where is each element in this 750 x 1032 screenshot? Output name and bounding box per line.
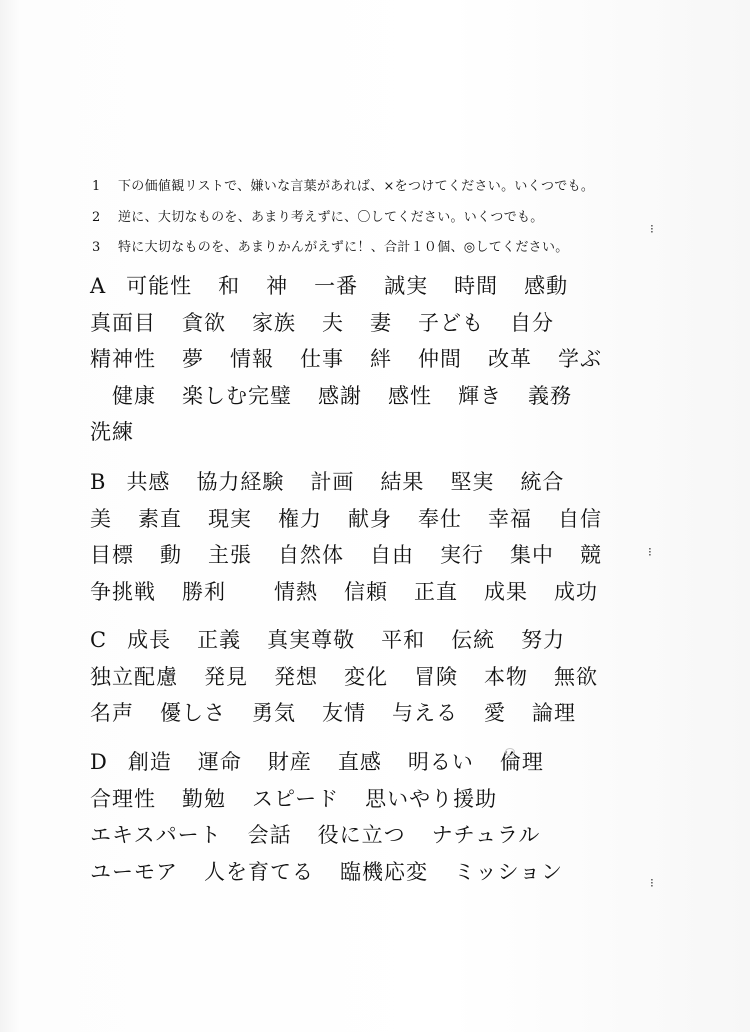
group-d bbox=[90, 744, 690, 890]
value-word: 会話 bbox=[247, 823, 292, 847]
value-word: 真面目 bbox=[90, 310, 156, 335]
value-word: 論理 bbox=[532, 701, 576, 725]
value-word: 変化 bbox=[344, 664, 388, 689]
value-word: 争挑戦 bbox=[90, 579, 156, 604]
value-word: 明るい bbox=[407, 750, 474, 774]
value-word: ユーモア bbox=[90, 859, 178, 884]
value-word: 正義 bbox=[197, 628, 242, 652]
value-word: 現実 bbox=[208, 506, 252, 531]
value-word: 貪欲 bbox=[182, 310, 226, 335]
value-word: 競 bbox=[580, 543, 602, 567]
value-line bbox=[90, 414, 690, 451]
value-word: 役に立つ bbox=[317, 823, 406, 847]
value-word: 主張 bbox=[208, 543, 252, 567]
instruction-text: 特に大切なものを、あまりかんがえずに！、合計１０個、◎してください。 bbox=[118, 240, 569, 255]
value-word: 平和 bbox=[381, 628, 426, 652]
value-word: 真実尊敬 bbox=[267, 628, 356, 652]
value-word: 直感 bbox=[337, 750, 382, 774]
value-word: 美 bbox=[90, 506, 112, 531]
value-word: 倫理 bbox=[499, 750, 544, 774]
value-line bbox=[90, 622, 690, 659]
value-line bbox=[90, 501, 690, 538]
value-word: 友情 bbox=[322, 701, 366, 725]
value-word: 努力 bbox=[521, 628, 566, 652]
value-word: 優しさ bbox=[160, 701, 226, 725]
value-word: 成果 bbox=[484, 579, 528, 604]
group-letter: C bbox=[90, 628, 108, 652]
value-line bbox=[90, 268, 690, 305]
value-word: 無欲 bbox=[554, 664, 598, 689]
value-word: 自信 bbox=[558, 506, 602, 531]
value-word: 共感 bbox=[126, 470, 171, 494]
value-line bbox=[90, 574, 690, 611]
value-line bbox=[90, 695, 690, 732]
value-word: 伝統 bbox=[451, 628, 496, 652]
value-word: 学ぶ bbox=[558, 347, 602, 371]
value-word: エキスパート bbox=[90, 823, 222, 847]
value-word: 洗練 bbox=[90, 420, 134, 444]
value-word: 目標 bbox=[90, 543, 134, 567]
value-word: 素直 bbox=[138, 506, 182, 531]
value-word: 権力 bbox=[278, 506, 322, 531]
value-word: 発想 bbox=[274, 664, 318, 689]
smudge bbox=[505, 748, 515, 756]
value-word: 人を育てる bbox=[204, 859, 314, 884]
value-word: 仲間 bbox=[418, 347, 462, 371]
value-word: 成功 bbox=[554, 579, 598, 604]
group-letter: A bbox=[90, 274, 107, 298]
scan-mark: ⁝ bbox=[648, 545, 652, 559]
value-word: 神 bbox=[266, 274, 289, 298]
value-word: 献身 bbox=[348, 506, 392, 531]
value-word: 実行 bbox=[440, 543, 484, 567]
value-word: 自然体 bbox=[278, 543, 344, 567]
value-line bbox=[90, 744, 690, 781]
value-word: 集中 bbox=[510, 543, 554, 567]
value-word: 時間 bbox=[454, 274, 499, 298]
instructions bbox=[92, 178, 712, 270]
value-word: 改革 bbox=[488, 347, 532, 371]
value-word: ミッション bbox=[454, 859, 564, 884]
value-word: 勤勉 bbox=[182, 786, 226, 811]
value-word: 与える bbox=[392, 701, 458, 725]
value-word: 独立配慮 bbox=[90, 664, 178, 689]
value-word: 感動 bbox=[524, 274, 569, 298]
value-line bbox=[90, 781, 690, 818]
value-word: 動 bbox=[160, 543, 182, 567]
value-word: 信頼 bbox=[344, 579, 388, 604]
value-word: 夫 bbox=[322, 310, 344, 335]
instruction-number: 3 bbox=[92, 240, 101, 255]
value-word: 幸福 bbox=[488, 506, 532, 531]
instruction-2 bbox=[92, 209, 712, 226]
value-word: 情熱 bbox=[252, 579, 318, 604]
value-word: 情報 bbox=[230, 347, 274, 371]
value-word: 義務 bbox=[528, 383, 572, 408]
value-word: スピード bbox=[252, 786, 340, 811]
value-word: ナチュラル bbox=[431, 823, 541, 847]
instruction-number: 2 bbox=[92, 209, 101, 225]
value-word: 創造 bbox=[127, 750, 172, 774]
value-word: 一番 bbox=[314, 274, 359, 298]
value-word: 勇気 bbox=[252, 701, 296, 725]
value-word: 夢 bbox=[182, 347, 204, 371]
value-line bbox=[90, 341, 690, 378]
value-word: 名声 bbox=[90, 701, 134, 725]
value-word: 誠実 bbox=[384, 274, 429, 298]
value-word: 愛 bbox=[484, 701, 506, 725]
value-word: 合理性 bbox=[90, 786, 156, 811]
value-word: 勝利 bbox=[182, 579, 226, 604]
value-line bbox=[90, 659, 690, 696]
value-word: 自分 bbox=[510, 310, 554, 335]
value-word: 精神性 bbox=[90, 347, 156, 371]
value-word: 感性 bbox=[388, 383, 432, 408]
group-letter: B bbox=[90, 470, 107, 494]
value-line bbox=[90, 464, 690, 501]
instruction-3 bbox=[92, 239, 712, 256]
value-word: 冒険 bbox=[414, 664, 458, 689]
value-word: 和 bbox=[218, 274, 241, 298]
instruction-number: 1 bbox=[92, 179, 101, 194]
value-word: 発見 bbox=[204, 664, 248, 689]
value-word: 輝き bbox=[458, 383, 502, 408]
value-word: 協力経験 bbox=[196, 470, 285, 494]
group-b bbox=[90, 464, 690, 610]
group-c bbox=[90, 622, 690, 732]
value-word: 堅実 bbox=[450, 470, 495, 494]
value-line bbox=[90, 378, 690, 415]
value-word: 楽しむ完璧 bbox=[182, 383, 292, 408]
value-word: 臨機応変 bbox=[340, 859, 428, 884]
value-line bbox=[90, 305, 690, 342]
scan-mark: ⁝ bbox=[650, 222, 654, 236]
instruction-text: 逆に、大切なものを、あまり考えずに、〇してください。いくつでも。 bbox=[118, 209, 544, 225]
value-word: 思いやり援助 bbox=[365, 786, 498, 811]
scan-mark: ⁝ bbox=[650, 876, 654, 890]
value-line bbox=[90, 817, 690, 854]
value-word: 運命 bbox=[197, 750, 242, 774]
value-word: 家族 bbox=[252, 310, 296, 335]
value-line bbox=[90, 854, 690, 891]
value-word: 正直 bbox=[414, 579, 458, 604]
value-word: 可能性 bbox=[126, 274, 193, 298]
value-word: 健康 bbox=[90, 383, 156, 408]
value-word: 計画 bbox=[310, 470, 355, 494]
value-word: 統合 bbox=[520, 470, 565, 494]
value-word: 結果 bbox=[380, 470, 425, 494]
value-word: 成長 bbox=[127, 628, 172, 652]
value-word: 感謝 bbox=[318, 383, 362, 408]
value-word: 奉仕 bbox=[418, 506, 462, 531]
group-a bbox=[90, 268, 690, 451]
value-line bbox=[90, 537, 690, 574]
value-word: 妻 bbox=[370, 310, 392, 335]
value-word: 自由 bbox=[370, 543, 414, 567]
instruction-1 bbox=[92, 178, 712, 195]
value-word: 本物 bbox=[484, 664, 528, 689]
value-word: 絆 bbox=[370, 347, 392, 371]
value-word: 財産 bbox=[267, 750, 312, 774]
value-word: 子ども bbox=[418, 310, 484, 335]
instruction-text: 下の価値観リストで、嫌いな言葉があれば、×をつけてください。いくつでも。 bbox=[118, 179, 595, 194]
value-word: 仕事 bbox=[300, 347, 344, 371]
group-letter: D bbox=[90, 750, 108, 774]
